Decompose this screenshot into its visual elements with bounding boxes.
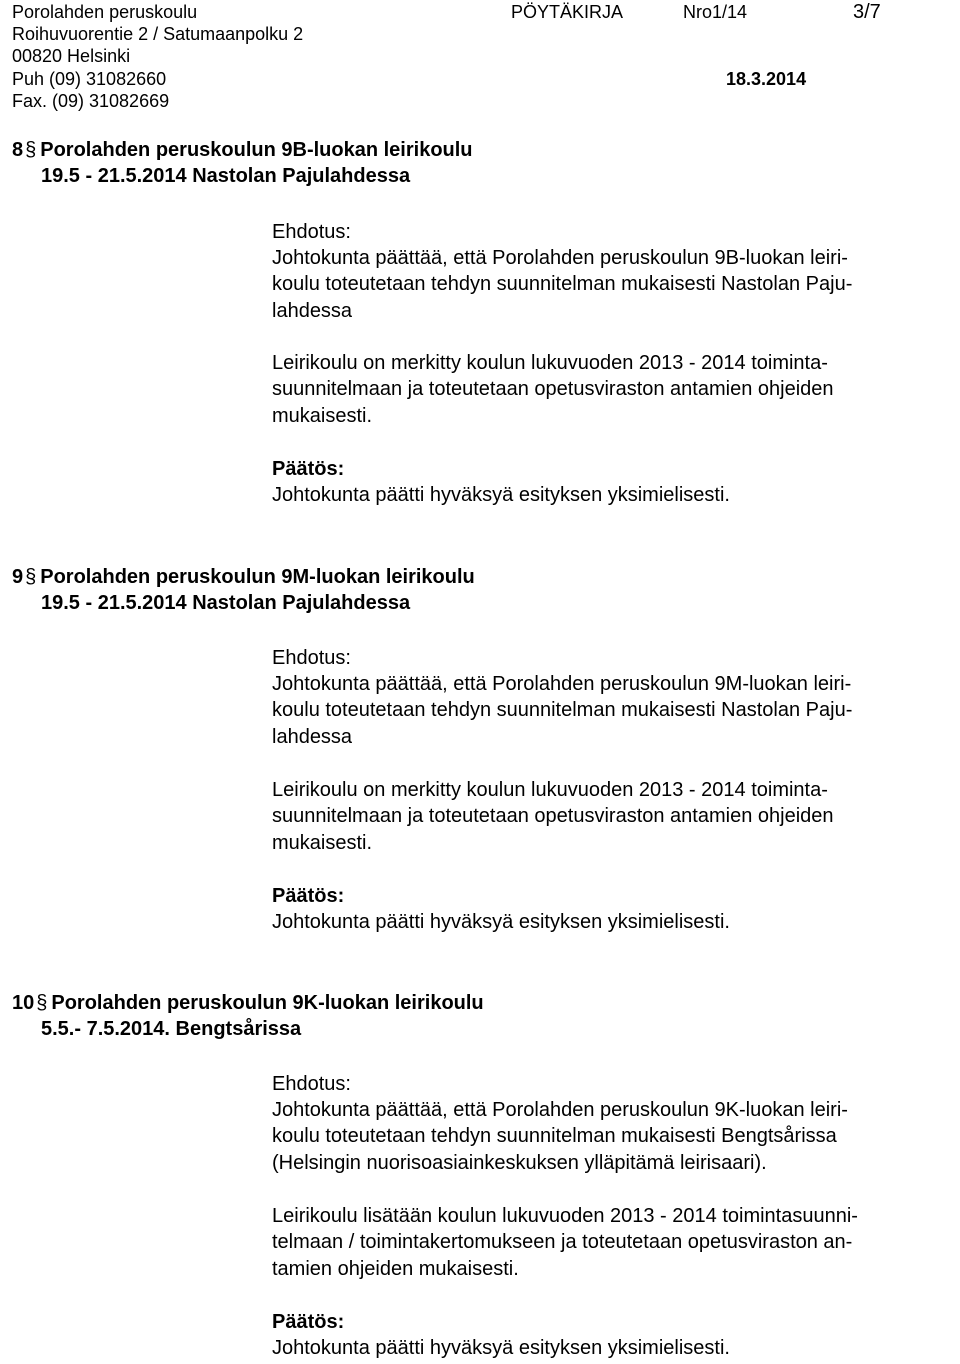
section-number: 10 <box>12 992 35 1014</box>
paragraph-line: Johtokunta päättää, että Porolahden peruskoulun 9M-luokan leiri- <box>272 673 852 695</box>
paragraph-line: koulu toteutetaan tehdyn suunnitelman mukaisesti Nastolan Paju- <box>272 273 853 296</box>
paragraph-line: Leirikoulu lisätään koulun lukuvuoden 2013 - 2014 toimintasuunni- <box>272 1205 858 1227</box>
decision-text: Johtokunta päätti hyväksyä esityksen yksimielisesti. <box>272 484 730 506</box>
school-address: Roihuvuorentie 2 / Satumaanpolku 2 <box>12 24 304 44</box>
section-subtitle: 19.5 - 21.5.2014 Nastolan Pajulahdessa <box>41 165 411 187</box>
proposal-label: Ehdotus: <box>272 1073 351 1095</box>
paragraph-line: suunnitelmaan ja toteutetaan opetusviraston antamien ohjeiden <box>272 378 834 401</box>
paragraph-line: lahdessa <box>272 299 353 322</box>
decision-text: Johtokunta päätti hyväksyä esityksen yksimielisesti. <box>272 911 730 933</box>
school-fax: Fax. (09) 31082669 <box>12 91 170 111</box>
section-subtitle: 19.5 - 21.5.2014 Nastolan Pajulahdessa <box>41 592 411 614</box>
section-sign: § <box>36 992 48 1014</box>
proposal-paragraph <box>272 245 852 324</box>
section-sign: § <box>25 566 37 588</box>
paragraph-line: (Helsingin nuorisoasiainkeskuksen ylläpitämä leirisaari). <box>272 1151 767 1174</box>
section-title: Porolahden peruskoulun 9M-luokan leirikoulu <box>40 566 475 588</box>
school-name: Porolahden peruskoulu <box>12 2 198 22</box>
proposal-paragraph <box>272 1097 848 1176</box>
paragraph-line: Johtokunta päättää, että Porolahden peruskoulun 9B-luokan leiri- <box>272 247 848 269</box>
paragraph-line: suunnitelmaan ja toteutetaan opetusviraston antamien ohjeiden <box>272 805 834 828</box>
paragraph-line: koulu toteutetaan tehdyn suunnitelman mukaisesti Bengtsårissa <box>272 1125 837 1148</box>
decision-label: Päätös: <box>272 458 345 480</box>
document-date: 18.3.2014 <box>726 69 807 89</box>
section-number: 9 <box>12 566 24 588</box>
school-city: 00820 Helsinki <box>12 46 131 66</box>
decision-text: Johtokunta päätti hyväksyä esityksen yksimielisesti. <box>272 1337 730 1359</box>
section-number: 8 <box>12 139 24 161</box>
paragraph-line: Johtokunta päättää, että Porolahden peruskoulun 9K-luokan leiri- <box>272 1099 848 1121</box>
decision-label: Päätös: <box>272 1311 345 1333</box>
paragraph-line: mukaisesti. <box>272 404 373 427</box>
decision-label: Päätös: <box>272 885 345 907</box>
section-title: Porolahden peruskoulun 9B-luokan leirikoulu <box>40 139 473 161</box>
section-heading <box>12 990 484 1016</box>
section-heading <box>12 137 473 163</box>
paragraph-line: Leirikoulu on merkitty koulun lukuvuoden 2013 - 2014 toiminta- <box>272 779 828 801</box>
paragraph-line: tamien ohjeiden mukaisesti. <box>272 1257 519 1280</box>
section-title: Porolahden peruskoulun 9K-luokan leirikoulu <box>51 992 484 1014</box>
proposal-paragraph <box>272 350 834 429</box>
paragraph-line: telmaan / toimintakertomukseen ja toteutetaan opetusviraston an- <box>272 1231 853 1254</box>
document-number: Nro1/14 <box>683 2 748 22</box>
proposal-paragraph <box>272 1203 858 1282</box>
paragraph-line: koulu toteutetaan tehdyn suunnitelman mukaisesti Nastolan Paju- <box>272 699 853 722</box>
section-subtitle: 5.5.- 7.5.2014. Bengtsårissa <box>41 1018 302 1040</box>
proposal-paragraph <box>272 777 834 856</box>
proposal-label: Ehdotus: <box>272 221 351 243</box>
document-type: PÖYTÄKIRJA <box>511 2 624 22</box>
proposal-label: Ehdotus: <box>272 647 351 669</box>
page-number: 3/7 <box>853 1 881 23</box>
proposal-paragraph <box>272 671 852 750</box>
paragraph-line: mukaisesti. <box>272 831 373 854</box>
paragraph-line: Leirikoulu on merkitty koulun lukuvuoden 2013 - 2014 toiminta- <box>272 352 828 374</box>
section-heading <box>12 564 475 590</box>
school-phone: Puh (09) 31082660 <box>12 69 167 89</box>
paragraph-line: lahdessa <box>272 725 353 748</box>
section-sign: § <box>25 139 37 161</box>
